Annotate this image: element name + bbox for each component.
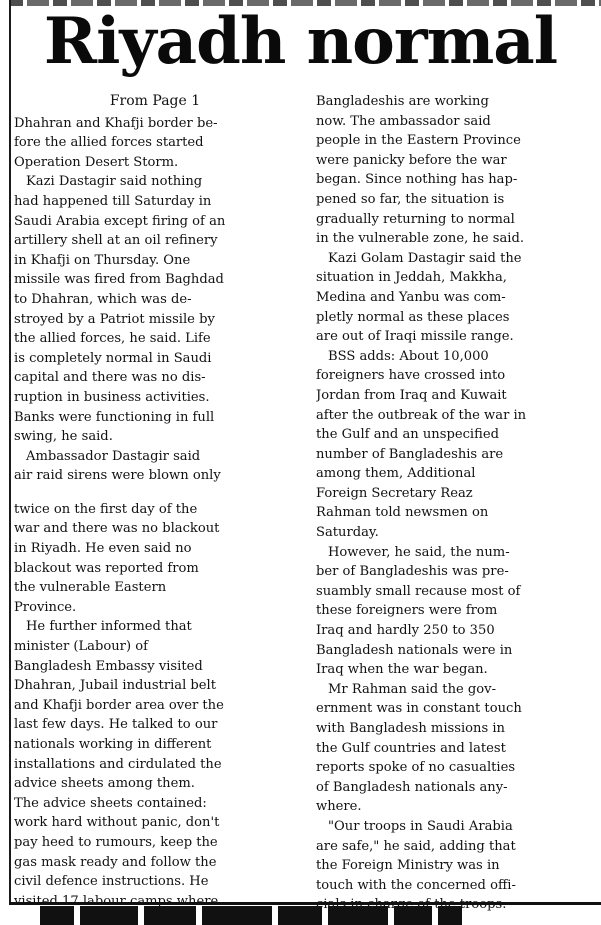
text-line: stroyed by a Patriot missile by [14, 311, 215, 327]
text-line: people in the Eastern Province [316, 133, 521, 149]
text-line: Saturday. [316, 525, 379, 541]
text-line: Operation Desert Storm. [14, 154, 179, 170]
text-line: in Riyadh. He even said no [14, 541, 192, 557]
text-line: Bangladesh nationals were in [316, 642, 513, 658]
text-line: twice on the first day of the [14, 501, 198, 517]
text-line: Iraq and hardly 250 to 350 [316, 623, 495, 639]
article-column-right [316, 92, 598, 915]
text-line: reports spoke of no casualties [316, 760, 516, 776]
text-line: Iraq when the war began. [316, 662, 488, 678]
text-line: in Khafji on Thursday. One [14, 252, 191, 268]
text-line: of Bangladesh nationals any- [316, 779, 508, 795]
text-line: Kazi Golam Dastagir said the [328, 250, 522, 266]
text-line: Bangladeshis are working [316, 94, 489, 109]
text-line: where. [316, 799, 362, 815]
text-line: among them, Additional [316, 466, 476, 482]
text-line: pay heed to rumours, keep the [14, 834, 218, 850]
text-line: advice sheets among them. [14, 776, 195, 792]
text-line: "Our troops in Saudi Arabia [328, 818, 513, 834]
text-line: the Gulf and an unspecified [316, 427, 499, 443]
text-line: number of Bangladeshis are [316, 446, 504, 462]
text-line: air raid sirens were blown only [14, 468, 221, 484]
text-line: Jordan from Iraq and Kuwait [316, 387, 507, 403]
text-line: gradually returning to normal [316, 211, 515, 227]
text-line: these foreigners were from [316, 603, 498, 619]
text-line: foreigners have crossed into [316, 368, 506, 384]
text-line: He further informed that [26, 619, 192, 635]
text-line: Rahman told newsmen on [316, 505, 489, 521]
text-line: nationals working in different [14, 737, 212, 752]
text-line: ruption in business activities. [14, 389, 210, 405]
text-line: war and there was no blackout [14, 521, 220, 537]
text-line: ernment was in constant touch [316, 701, 522, 717]
text-line: are out of Iraqi missile range. [316, 329, 514, 345]
text-line: ber of Bangladeshis was pre- [316, 564, 509, 580]
text-line: Banks were functioning in full [14, 409, 215, 425]
text-line: in the vulnerable zone, he said. [316, 231, 525, 247]
text-line: Foreign Secretary Reaz [316, 485, 473, 501]
text-line: Ambassador Dastagir said [26, 448, 201, 464]
text-line: work hard without panic, don't [14, 815, 220, 831]
text-line: artillery shell at an oil refinery [14, 233, 218, 249]
text-line: the Foreign Ministry was in [316, 858, 500, 874]
text-line: suambly small recause most of [316, 583, 521, 599]
text-line: were panicky before the war [316, 152, 507, 168]
article-column-left [14, 92, 296, 911]
article-headline: Riyadh normal [43, 4, 558, 79]
text-line: the allied forces, he said. Life [14, 331, 211, 347]
text-line: now. The ambassador said [316, 113, 491, 129]
text-line: situation in Jeddah, Makkha, [316, 270, 507, 286]
text-line: missile was fired from Baghdad [14, 272, 224, 288]
continuation-label: From Page 1 [109, 93, 201, 109]
text-line: had happened till Saturday in [14, 193, 212, 209]
text-line: the vulnerable Eastern [14, 580, 167, 596]
text-line: Province. [14, 599, 77, 615]
text-line: Saudi Arabia except firing of an [14, 213, 226, 229]
text-line: last few days. He talked to our [14, 717, 218, 733]
text-line: with Bangladesh missions in [316, 721, 505, 736]
text-line: is completely normal in Saudi [14, 350, 212, 366]
text-line: began. Since nothing has hap- [316, 172, 518, 188]
text-line: Mr Rahman said the gov- [328, 681, 496, 697]
text-line: gas mask ready and follow the [14, 854, 217, 870]
text-line: The advice sheets contained: [14, 795, 207, 811]
text-line: Kazi Dastagir said nothing [26, 174, 203, 190]
text-line: capital and there was no dis- [14, 370, 206, 386]
text-line: swing, he said. [14, 429, 113, 445]
text-line: pened so far, the situation is [316, 191, 505, 207]
text-line: the Gulf countries and latest [316, 740, 506, 756]
column-border [9, 0, 11, 905]
text-line: Dhahran, Jubail industrial belt [14, 678, 217, 694]
text-line: minister (Labour) of [14, 639, 148, 655]
text-line: Medina and Yanbu was com- [316, 289, 506, 305]
text-line: touch with the concerned offi- [316, 877, 516, 893]
text-line: installations and cirdulated the [14, 756, 222, 772]
text-line: Dhahran and Khafji border be- [14, 115, 218, 131]
text-line: are safe," he said, adding that [316, 838, 516, 854]
text-line: Bangladesh Embassy visited [14, 658, 203, 674]
text-line: and Khafji border area over the [14, 697, 224, 713]
column-gap [14, 486, 296, 500]
article-bottom-rule [9, 902, 601, 905]
text-line: civil defence instructions. He [14, 874, 209, 890]
text-line: However, he said, the num- [328, 544, 510, 560]
text-line: blackout was reported from [14, 560, 199, 576]
text-line: to Dhahran, which was de- [14, 291, 192, 307]
text-line: pletly normal as these places [316, 309, 510, 325]
next-article-headline-fragment [40, 906, 601, 925]
text-line: BSS adds: About 10,000 [328, 348, 489, 364]
text-line: fore the allied forces started [14, 135, 204, 151]
text-line: after the outbreak of the war in [316, 407, 527, 423]
